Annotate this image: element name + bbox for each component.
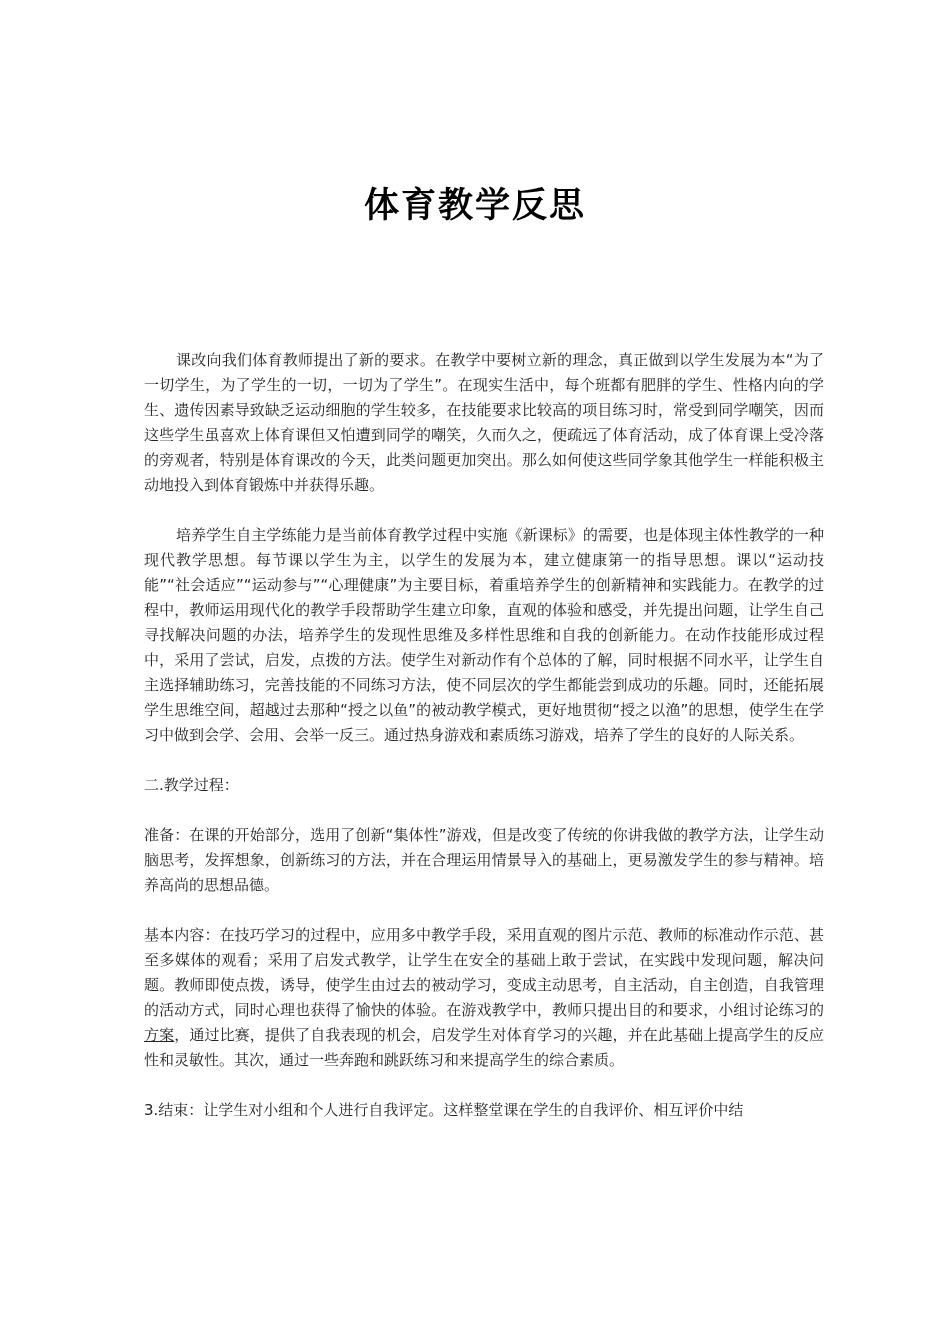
document-title: 体育教学反思 — [363, 186, 586, 226]
paragraph-self-learning: 培养学生自主学练能力是当前体育教学过程中实施《新课标》的需要，也是体现主体性教学的一种现代教学思想。每节课以学生为主，以学生的发展为本，建立健康第一的指导思想。课以“运动技能”“社会适应”“运动参与”“心理健康”为主要目标，着重培养学生的创新精神和实践能力。在教学的过程中，教师运用现代化的教学手段帮助学生建立印象，直观的体验和感受，并先提出问题，让学生自己寻找解决问题的办法，培养学生的发现性思维及多样性思维和自我的创新能力。在动作技能形成过程中，采用了尝试，启发，点拨的方法。使学生对新动作有个总体的了解，同时根据不同水平，让学生自主选择辅助练习，完善技能的不同练习方法，使不同层次的学生都能尝到成功的乐趣。同时，还能拓展学生思维空间，超越过去那种“授之以鱼”的被动教学模式，更好地贯彻“授之以渔”的思想，使学生在学习中做到会学、会用、会举一反三。通过热身游戏和素质练习游戏，培养了学生的良好的人际关系。 — [144, 526, 824, 744]
paragraph-preparation: 准备：在课的开始部分，选用了创新“集体性”游戏，但是改变了传统的你讲我做的教学方法，让学生动脑思考，发挥想象，创新练习的方法，并在合理运用情景导入的基础上，更易激发学生的参与精神。培养高尚的思想品德。 — [144, 826, 824, 894]
paragraph-basic-content-text-1: 基本内容：在技巧学习的过程中，应用多中教学手段，采用直观的图片示范、教师的标准动作示范、甚至多媒体的观看；采用了启发式教学，让学生在安全的基础上敢于尝试，在实践中发现问题，解决问题。教师即使点拨，诱导，使学生由过去的被动学习，变成主动思考，自主活动，自主创造，自我管理的活动方式，同时心理也获得了愉快的体验。在游戏教学中，教师只提出目的和要求，小组讨论练习的 — [144, 926, 824, 1019]
paragraph-intro: 课改向我们体育教师提出了新的要求。在教学中要树立新的理念，真正做到以学生发展为本“为了一切学生，为了学生的一切，一切为了学生”。在现实生活中，每个班都有肥胖的学生、性格内向的学生、遗传因素导致缺乏运动细胞的学生较多，在技能要求比较高的项目练习时，常受到同学嘲笑，因而这些学生虽喜欢上体育课但又怕遭到同学的嘲笑，久而久之，便疏远了体育活动，成了体育课上受冷落的旁观者，特别是体育课改的今天，此类问题更加突出。那么如何使这些同学象其他学生一样能积极主动地投入到体育锻炼中并获得乐趣。 — [144, 351, 824, 494]
plan-link[interactable]: 方案 — [144, 1026, 175, 1044]
document-body — [144, 348, 824, 1123]
paragraph-basic-content — [144, 923, 824, 1073]
section-heading-teaching-process: 二.教学过程： — [144, 776, 239, 794]
paragraph-basic-content-text-2: ，通过比赛，提供了自我表现的机会，启发学生对体育学习的兴趣，并在此基础上提高学生的反应性和灵敏性。其次，通过一些奔跑和跳跃练习和来提高学生的综合素质。 — [144, 1026, 824, 1069]
paragraph-conclusion: 3.结束：让学生对小组和个人进行自我评定。这样整堂课在学生的自我评价、相互评价中结 — [144, 1101, 744, 1119]
